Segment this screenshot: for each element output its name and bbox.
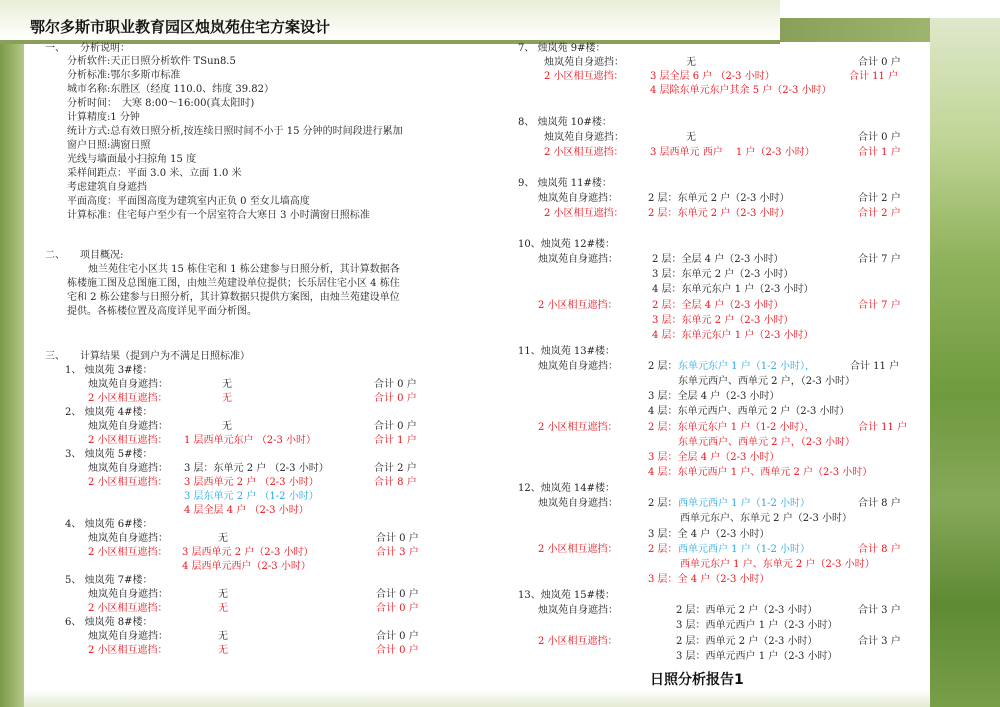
total-text: 合计 3 户 bbox=[858, 636, 901, 647]
result-text: 4 层除东单元东户其余 5 户（2-3 小时） bbox=[650, 85, 832, 96]
total-text: 合计 3 户 bbox=[376, 547, 419, 558]
result-text: 3 层东单元 2 户 （1-2 小时） bbox=[184, 491, 319, 502]
result-text: 2 层：东单元 2 户（2-3 小时） bbox=[648, 193, 790, 204]
total-text: 合计 0 户 bbox=[376, 645, 419, 656]
section3-heading: 三、 计算结果（提到户为不满足日照标准） bbox=[45, 351, 250, 362]
self-label: 烛岚苑自身遮挡： bbox=[538, 193, 618, 204]
result-text: 4 层：东单元西户、西单元 2 户（2-3 小时） bbox=[648, 406, 850, 417]
result-text: 2 层： bbox=[648, 498, 678, 509]
total-text: 合计 1 户 bbox=[858, 147, 901, 158]
self-label: 烛岚苑自身遮挡： bbox=[544, 132, 624, 143]
building-title: 7、 烛岚苑 9#楼： bbox=[518, 43, 606, 54]
result-text: 无 bbox=[686, 132, 696, 143]
result-text: 无 bbox=[222, 421, 232, 432]
page-title: 鄂尔多斯市职业教育园区烛岚苑住宅方案设计 bbox=[30, 18, 331, 36]
self-label: 烛岚苑自身遮挡： bbox=[88, 379, 168, 390]
analysis-line: 计算精度:1 分钟 bbox=[67, 112, 140, 123]
landscape-photo bbox=[930, 18, 1000, 707]
building-title: 10、烛岚苑 12#楼： bbox=[518, 239, 616, 250]
self-label: 烛岚苑自身遮挡： bbox=[88, 533, 168, 544]
mutual-label: 2 小区相互遮挡： bbox=[88, 547, 168, 558]
result-text: 4 层西单元西户（2-3 小时） bbox=[182, 561, 311, 572]
result-text: 3 层西单元 2 户（2-3 小时） bbox=[182, 547, 314, 558]
building-title: 3、 烛岚苑 5#楼： bbox=[65, 449, 153, 460]
total-text: 合计 0 户 bbox=[376, 603, 419, 614]
result-text: 3 层：西单元西户 1 户（2-3 小时） bbox=[676, 651, 838, 662]
result-text: 无 bbox=[218, 631, 228, 642]
mutual-label: 2 小区相互遮挡： bbox=[88, 393, 168, 404]
total-text: 合计 0 户 bbox=[374, 379, 417, 390]
result-text: 无 bbox=[218, 603, 228, 614]
overview-line: 烛兰苑住宅小区共 15 栋住宅和 1 栋公建参与日照分析，其计算数据各 bbox=[88, 264, 400, 275]
building-title: 1、 烛岚苑 3#楼： bbox=[65, 365, 153, 376]
result-text: 无 bbox=[222, 393, 232, 404]
overview-line: 宅和 2 栋公建参与日照分析，其计算数据只提供方案图，由烛兰苑建设单位 bbox=[67, 292, 400, 303]
result-text: 3 层：全 4 户（2-3 小时） bbox=[648, 574, 770, 585]
result-text: 东单元西户、西单元 2 户，（2-3 小时） bbox=[678, 437, 856, 448]
result-text: 2 层：西单元 2 户（2-3 小时） bbox=[676, 636, 818, 647]
building-title: 5、 烛岚苑 7#楼： bbox=[65, 575, 153, 586]
mutual-label: 2 小区相互遮挡： bbox=[88, 477, 168, 488]
self-label: 烛岚苑自身遮挡： bbox=[538, 361, 618, 372]
result-text: 3 层：东单元 2 户（2-3 小时） bbox=[652, 315, 794, 326]
building-title: 8、 烛岚苑 10#楼： bbox=[518, 117, 612, 128]
self-label: 烛岚苑自身遮挡： bbox=[538, 605, 618, 616]
analysis-line: 平面高度：平面图高度为建筑室内正负 0 至女儿墙高度 bbox=[67, 196, 310, 207]
result-text: 2 层：全层 4 户（2-3 小时） bbox=[652, 254, 784, 265]
total-text: 合计 11 户 bbox=[858, 422, 908, 433]
analysis-line: 考虑建筑自身遮挡 bbox=[67, 182, 147, 193]
building-title: 13、烛岚苑 15#楼： bbox=[518, 590, 616, 601]
result-text: 4 层：东单元西户 1 户、西单元 2 户（2-3 小时） bbox=[648, 467, 873, 478]
result-text: 4 层：东单元东户 1 户（2-3 小时） bbox=[652, 284, 814, 295]
total-text: 合计 0 户 bbox=[374, 421, 417, 432]
result-text: 无 bbox=[218, 533, 228, 544]
mutual-label: 2 小区相互遮挡： bbox=[544, 208, 624, 219]
mutual-label: 2 小区相互遮挡： bbox=[538, 422, 618, 433]
building-title: 11、烛岚苑 13#楼： bbox=[518, 346, 616, 357]
result-text: 3 层：全 4 户（2-3 小时） bbox=[648, 529, 770, 540]
analysis-line: 窗户日照:满窗日照 bbox=[67, 140, 151, 151]
building-title: 9、 烛岚苑 11#楼： bbox=[518, 178, 612, 189]
mutual-label: 2 小区相互遮挡： bbox=[544, 71, 624, 82]
result-text: 1 层西单元东户 （2-3 小时） bbox=[184, 435, 317, 446]
result-text: 3 层：东单元 2 户 （2-3 小时） bbox=[184, 463, 329, 474]
building-title: 4、 烛岚苑 6#楼： bbox=[65, 519, 153, 530]
result-text: 3 层：全层 4 户（2-3 小时） bbox=[648, 452, 780, 463]
result-text: 西单元东户 1 户、东单元 2 户（2-3 小时） bbox=[680, 559, 875, 570]
mutual-label: 2 小区相互遮挡： bbox=[88, 645, 168, 656]
self-label: 烛岚苑自身遮挡： bbox=[88, 631, 168, 642]
result-text: 3 层：东单元 2 户（2-3 小时） bbox=[652, 269, 794, 280]
analysis-line: 光线与墙面最小扫掠角 15 度 bbox=[67, 154, 197, 165]
result-text: 2 层： bbox=[648, 544, 678, 555]
result-text: 4 层全层 4 户 （2-3 小时） bbox=[184, 505, 309, 516]
self-label: 烛岚苑自身遮挡： bbox=[88, 463, 168, 474]
analysis-line: 采样间距点：平面 3.0 米、立面 1.0 米 bbox=[67, 168, 242, 179]
self-label: 烛岚苑自身遮挡： bbox=[538, 254, 618, 265]
result-text: 2 层：东单元 2 户（2-3 小时） bbox=[648, 208, 790, 219]
self-label: 烛岚苑自身遮挡： bbox=[88, 421, 168, 432]
result-text: 4 层：东单元东户 1 户（2-3 小时） bbox=[652, 330, 814, 341]
result-text: 3 层西单元 2 户 （2-3 小时） bbox=[184, 477, 319, 488]
result-text: 2 层：全层 4 户（2-3 小时） bbox=[652, 300, 784, 311]
mutual-label: 2 小区相互遮挡： bbox=[538, 636, 618, 647]
section1-heading: 一、 分析说明： bbox=[45, 43, 130, 54]
result-text: 东单元东户 1 户（1-2 小时）， bbox=[678, 361, 816, 372]
result-text: 2 层：东单元东户 1 户（1-2 小时）， bbox=[648, 422, 815, 433]
overview-line: 栋楼施工图及总图施工图，由烛兰苑建设单位提供；长乐居住宅小区 4 栋住 bbox=[67, 278, 400, 289]
mutual-label: 2 小区相互遮挡： bbox=[544, 147, 624, 158]
result-text: 西单元东户、东单元 2 户（2-3 小时） bbox=[680, 513, 853, 524]
building-title: 6、 烛岚苑 8#楼： bbox=[65, 617, 153, 628]
self-label: 烛岚苑自身遮挡： bbox=[88, 589, 168, 600]
analysis-line: 分析时间： 大寒 8:00～16:00(真太阳时) bbox=[67, 98, 255, 109]
total-text: 合计 0 户 bbox=[858, 132, 901, 143]
mutual-label: 2 小区相互遮挡： bbox=[88, 603, 168, 614]
analysis-line: 统计方式:总有效日照分析,按连续日照时间不小于 15 分钟的时间段进行累加 bbox=[67, 126, 403, 137]
total-text: 合计 0 户 bbox=[376, 631, 419, 642]
result-text: 无 bbox=[218, 645, 228, 656]
self-label: 烛岚苑自身遮挡： bbox=[544, 57, 624, 68]
total-text: 合计 8 户 bbox=[858, 498, 901, 509]
result-text: 3 层全层 6 户 （2-3 小时） bbox=[650, 71, 775, 82]
result-text: 3 层西单元 西户 1 户（2-3 小时） bbox=[650, 147, 815, 158]
analysis-line: 城市名称:东胜区（经度 110.0、纬度 39.82） bbox=[67, 84, 274, 95]
result-text: 无 bbox=[222, 379, 232, 390]
result-text: 东单元西户、西单元 2 户，（2-3 小时） bbox=[678, 376, 856, 387]
overview-line: 提供。各栋楼位置及高度详见平面分析图。 bbox=[67, 306, 257, 317]
total-text: 合计 11 户 bbox=[850, 361, 900, 372]
result-text: 西单元西户 1 户（1-2 小时） bbox=[678, 498, 811, 509]
mutual-label: 2 小区相互遮挡： bbox=[88, 435, 168, 446]
total-text: 合计 0 户 bbox=[374, 393, 417, 404]
building-title: 2、 烛岚苑 4#楼： bbox=[65, 407, 153, 418]
building-title: 12、烛岚苑 14#楼： bbox=[518, 483, 616, 494]
total-text: 合计 8 户 bbox=[858, 544, 901, 555]
left-decor-strip bbox=[0, 44, 24, 707]
total-text: 合计 0 户 bbox=[376, 589, 419, 600]
total-text: 合计 11 户 bbox=[849, 71, 899, 82]
total-text: 合计 7 户 bbox=[858, 300, 901, 311]
total-text: 合计 3 户 bbox=[858, 605, 901, 616]
footer-title: 日照分析报告1 bbox=[650, 672, 744, 688]
self-label: 烛岚苑自身遮挡： bbox=[538, 498, 618, 509]
total-text: 合计 0 户 bbox=[376, 533, 419, 544]
total-text: 合计 7 户 bbox=[858, 254, 901, 265]
total-text: 合计 2 户 bbox=[858, 208, 901, 219]
result-text: 西单元西户 1 户（1-2 小时） bbox=[678, 544, 811, 555]
analysis-line: 计算标准：住宅每户至少有一个居室符合大寒日 3 小时满窗日照标准 bbox=[67, 210, 370, 221]
analysis-line: 分析软件:天正日照分析软件 TSun8.5 bbox=[67, 56, 236, 67]
result-text: 2 层：西单元 2 户（2-3 小时） bbox=[676, 605, 818, 616]
bottom-decor-strip bbox=[24, 690, 930, 707]
result-text: 3 层：全层 4 户（2-3 小时） bbox=[648, 391, 780, 402]
total-text: 合计 8 户 bbox=[374, 477, 417, 488]
analysis-line: 分析标准:鄂尔多斯市标准 bbox=[67, 70, 181, 81]
section2-heading: 二、 项目概况: bbox=[45, 250, 124, 261]
total-text: 合计 1 户 bbox=[374, 435, 417, 446]
result-text: 3 层：西单元西户 1 户（2-3 小时） bbox=[676, 620, 838, 631]
total-text: 合计 2 户 bbox=[374, 463, 417, 474]
total-text: 合计 0 户 bbox=[858, 57, 901, 68]
result-text: 2 层： bbox=[648, 361, 678, 372]
result-text: 无 bbox=[218, 589, 228, 600]
mutual-label: 2 小区相互遮挡： bbox=[538, 544, 618, 555]
result-text: 无 bbox=[686, 57, 696, 68]
mutual-label: 2 小区相互遮挡： bbox=[538, 300, 618, 311]
total-text: 合计 2 户 bbox=[858, 193, 901, 204]
